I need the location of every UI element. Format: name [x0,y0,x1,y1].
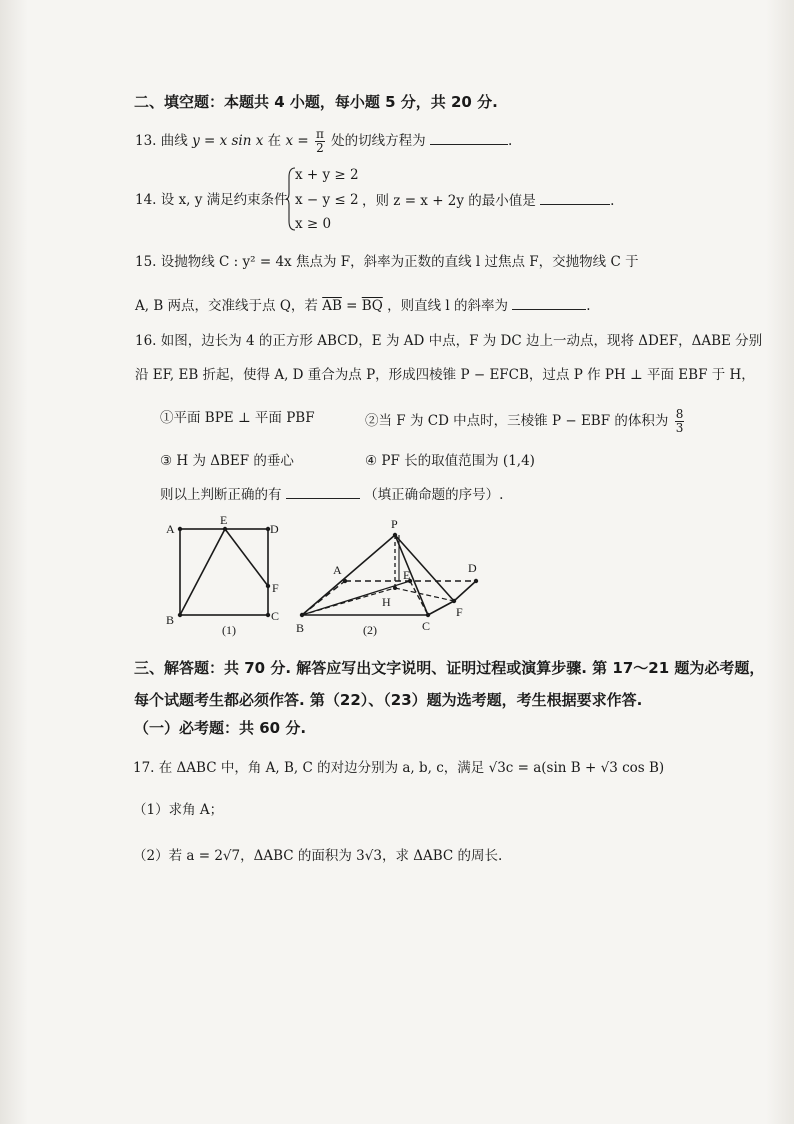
q14-post: ，则 z = x + 2y 的最小值是 [362,193,536,209]
q13-pre: 曲线 [160,133,188,149]
q14-number: 14. [135,192,157,208]
q16-ask-end: （填正确命题的序号）. [364,487,504,503]
q16-line1: 16. 如图，边长为 4 的正方形 ABCD，E 为 AD 中点，F 为 DC 边上一动点，现将 ΔDEF，ΔABE 分别 [135,333,763,349]
fig1-label-b: B [166,613,175,627]
fig1-label-c: C [271,609,280,623]
q16-frac-num: 8 [675,407,684,421]
fig1-label-a: A [166,522,175,536]
fig2-label-a: A [333,563,342,577]
q14-tail [362,190,614,211]
q15-answer-blank[interactable] [512,295,586,310]
fig2-label-d: D [468,561,477,575]
q16-ask [160,484,503,505]
q15-vector-bq: $\overline{BQ}$ [361,298,383,314]
question-14 [135,190,288,210]
page-shadow-left [0,0,28,1124]
q17-part-1: （1）求角 A； [133,802,224,818]
q13-post: 处的切线方程为 [331,133,426,149]
section3-subtitle: （一）必考题：共 60 分. [134,719,307,737]
section3-title-line1: 三、解答题：共 70 分. 解答应写出文字说明、证明过程或演算步骤. 第 17～21 题为必考题， [134,659,765,677]
q16-option-1: ①平面 BPE ⊥ 平面 PBF [160,410,315,426]
fig2-label-b: B [296,621,305,635]
q17-part-2: （2）若 a = 2√7，ΔABC 的面积为 3√3，求 ΔABC 的周长. [133,848,503,864]
q14-constraint-3: x ≥ 0 [295,216,332,232]
fig2-caption: (2) [363,623,377,637]
q13-fraction [315,128,325,155]
q14-constraint-2: x − y ≤ 2 [295,192,359,208]
section3-title-line2: 每个试题考生都必须作答. 第（22）、（23）题为选考题，考生根据要求作答. [134,691,643,709]
q13-number: 13. [135,133,157,149]
q15-eq: = [341,298,362,314]
q13-frac-den: 2 [316,141,324,155]
q15-line1: 15. 设抛物线 C : y² = 4x 焦点为 F，斜率为正数的直线 l 过焦点 F，交抛物线 C 于 [135,254,639,270]
q14-answer-blank[interactable] [540,190,610,205]
page-shadow-right [766,0,794,1124]
section2-title: 二、填空题：本题共 4 小题，每小题 5 分，共 20 分. [134,93,498,111]
fig2-label-e: E [403,568,411,582]
q15-line2-a: A, B 两点，交准线于点 Q，若 [135,298,318,314]
fig1-caption: (1) [222,623,236,637]
q16-frac-den: 3 [675,421,684,435]
fig2-label-h: H [382,595,391,609]
q15-line2-b: ，则直线 l 的斜率为 [387,298,508,314]
q15-vector-ab: $\overline{AB}$ [322,298,342,314]
fig2-label-c: C [422,619,431,633]
q13-answer-blank[interactable] [430,130,508,145]
figure-1-square [160,508,295,643]
question-13 [135,128,512,155]
fig1-label-e: E [220,513,228,527]
q15-end: . [586,298,591,314]
q13-at: 在 [267,133,282,149]
fig2-label-f: F [456,605,463,619]
figure-2-pyramid [290,508,500,643]
q13-xeq: x = [285,133,309,149]
q14-end: . [610,193,615,209]
q16-option-3: ③ H 为 ΔBEF 的垂心 [160,453,294,469]
q13-end: . [507,133,513,149]
q16-ask-text: 则以上判断正确的有 [160,487,282,503]
q17-stem: 17. 在 ΔABC 中，角 A, B, C 的对边分别为 a, b, c，满足 √3c = a(sin B + √3 cos B) [133,760,665,776]
q16-option-2-text: ②当 F 为 CD 中点时，三棱锥 P − EBF 的体积为 [365,413,669,429]
q16-answer-blank[interactable] [286,484,360,499]
q16-line2: 沿 EF, EB 折起，使得 A, D 重合为点 P，形成四棱锥 P − EFCB，过点 P 作 PH ⊥ 平面 EBF 于 H， [135,367,755,383]
q16-option-2 [365,408,686,435]
q13-frac-num: π [315,127,324,141]
q15-line2 [135,295,591,316]
q14-pre: 设 x, y 满足约束条件 [160,192,288,208]
q14-constraint-1: x + y ≥ 2 [295,167,359,183]
fig2-label-p: P [391,517,398,531]
q16-option-2-fraction [675,408,685,435]
q13-curve: y = x sin x [192,133,264,149]
fig1-label-d: D [270,522,279,536]
fig1-label-f: F [272,581,279,595]
q16-option-4: ④ PF 长的取值范围为 (1,4) [365,453,535,469]
